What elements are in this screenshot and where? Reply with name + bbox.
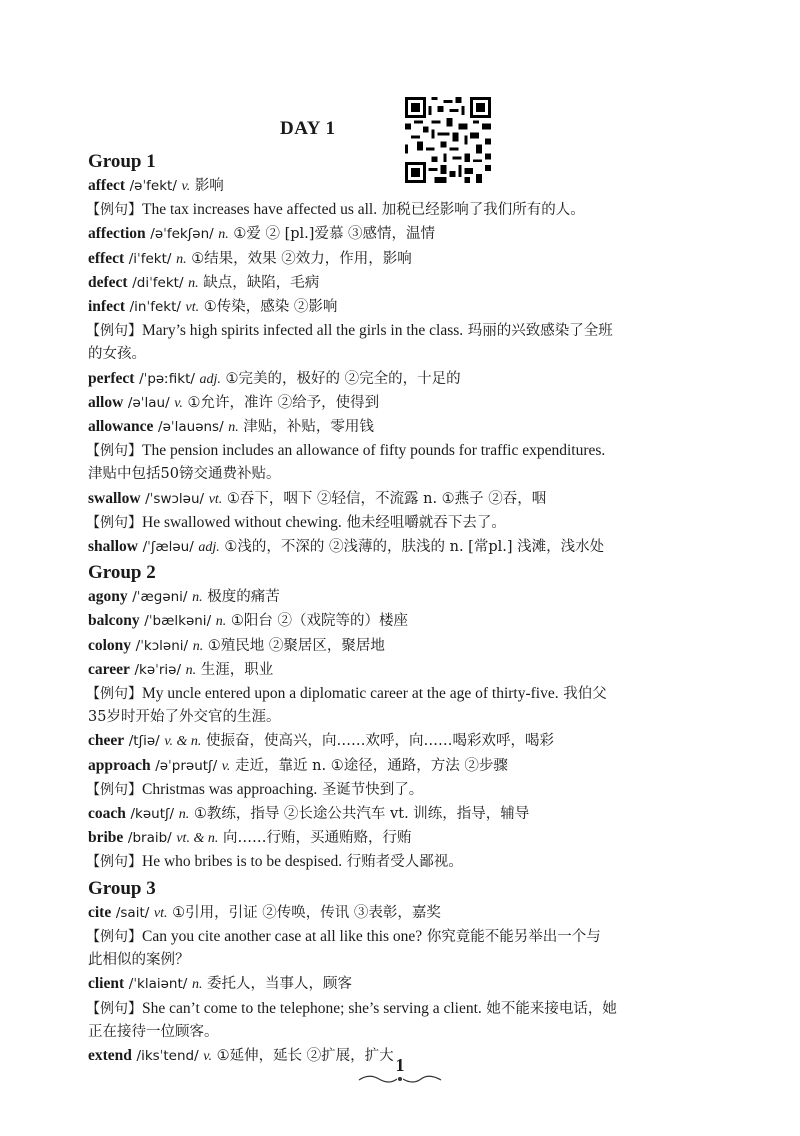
part-of-speech: v. bbox=[221, 758, 231, 774]
phonetic: /kəˈriə/ bbox=[134, 661, 182, 678]
continuation-text: 正在接待一位顾客。 bbox=[88, 1023, 219, 1040]
headword: approach bbox=[88, 756, 151, 774]
headword: shallow bbox=[88, 538, 138, 556]
example-chinese: 加税已经影响了我们所有的人。 bbox=[381, 202, 585, 219]
headword: effect bbox=[88, 249, 125, 267]
example-tag: 【例句】 bbox=[86, 202, 142, 219]
part-of-speech: n. bbox=[218, 227, 229, 243]
word-entry bbox=[88, 609, 712, 633]
continuation-line bbox=[88, 706, 712, 729]
headword: perfect bbox=[88, 369, 135, 387]
page-ornament-icon bbox=[357, 1071, 443, 1085]
example-english: He swallowed without chewing. bbox=[142, 513, 342, 531]
part-of-speech: n. bbox=[192, 638, 204, 654]
headword: infect bbox=[88, 298, 126, 316]
example-chinese: 她不能来接电话，她 bbox=[486, 1000, 617, 1017]
example-sentence bbox=[86, 319, 712, 343]
phonetic: /diˈfekt/ bbox=[132, 274, 184, 291]
definition: 走近，靠近 n. ①途径，通路，方法 ②步骤 bbox=[235, 757, 508, 774]
part-of-speech: vt. bbox=[185, 300, 200, 316]
definition: ①教练，指导 ②长途公共汽车 vt. 训练，指导，辅导 bbox=[193, 806, 530, 823]
example-sentence bbox=[86, 511, 712, 535]
part-of-speech: adj. bbox=[198, 540, 220, 556]
continuation-text: 35岁时开始了外交官的生涯。 bbox=[88, 709, 281, 726]
phonetic: /əˈfekʃən/ bbox=[150, 226, 214, 243]
headword: allowance bbox=[88, 418, 154, 436]
example-sentence bbox=[86, 198, 712, 222]
headword: affect bbox=[88, 177, 125, 194]
part-of-speech: n. bbox=[176, 251, 187, 267]
word-entry bbox=[88, 487, 712, 511]
part-of-speech: n. bbox=[185, 662, 197, 678]
word-entry bbox=[88, 826, 712, 850]
definition: ①引用，引证 ②传唤，传讯 ③表彰，嘉奖 bbox=[172, 904, 441, 921]
word-entry bbox=[88, 271, 712, 295]
definition: 影响 bbox=[194, 178, 224, 194]
definition: 委托人，当事人，顾客 bbox=[207, 976, 353, 993]
word-entry bbox=[88, 658, 712, 682]
headword: career bbox=[88, 660, 130, 678]
example-tag: 【例句】 bbox=[86, 854, 142, 871]
headword: swallow bbox=[88, 489, 141, 507]
word-entry bbox=[88, 174, 712, 198]
phonetic: /ˈswɔləu/ bbox=[145, 490, 205, 507]
phonetic: /əˈprəutʃ/ bbox=[155, 757, 218, 774]
example-english: He who bribes is to be despised. bbox=[142, 853, 343, 871]
phonetic: /əˈlauəns/ bbox=[158, 419, 224, 436]
day-title: DAY 1 bbox=[280, 118, 336, 139]
phonetic: /tʃiə/ bbox=[128, 733, 160, 750]
phonetic: /əˈfekt/ bbox=[129, 178, 177, 194]
definition: ①阳台 ②（戏院等的）楼座 bbox=[230, 613, 408, 630]
group-heading: Group 2 bbox=[88, 562, 156, 584]
example-english: The tax increases have affected us all. bbox=[142, 201, 378, 219]
word-entry bbox=[88, 391, 712, 415]
headword: extend bbox=[88, 1046, 132, 1064]
definition: ①浅的，不深的 ②浅薄的，肤浅的 n. [常pl.] 浅滩，浅水处 bbox=[224, 539, 605, 556]
word-entry bbox=[88, 415, 712, 439]
example-english: She can’t come to the telephone; she’s serving a client. bbox=[142, 999, 482, 1017]
headword: agony bbox=[88, 588, 128, 606]
headword: affection bbox=[88, 225, 146, 243]
part-of-speech: vt. bbox=[208, 491, 223, 507]
headword: allow bbox=[88, 393, 124, 411]
headword: cite bbox=[88, 903, 112, 921]
definition: 生涯，职业 bbox=[200, 661, 274, 678]
example-english: Mary’s high spirits infected all the girls in the class. bbox=[142, 322, 464, 340]
word-entry bbox=[88, 247, 712, 271]
headword: bribe bbox=[88, 829, 124, 847]
phonetic: /əˈlau/ bbox=[127, 394, 170, 411]
part-of-speech: n. bbox=[178, 807, 190, 823]
definition: ①允许，准许 ②给予，使得到 bbox=[187, 394, 380, 411]
group-heading: Group 1 bbox=[88, 151, 156, 172]
word-entry bbox=[88, 585, 712, 609]
part-of-speech: n. bbox=[215, 614, 227, 630]
definition: 缺点，缺陷，毛病 bbox=[203, 274, 320, 291]
part-of-speech: n. bbox=[192, 590, 203, 606]
example-sentence bbox=[86, 850, 712, 874]
definition: ①延伸，延长 ②扩展，扩大 bbox=[216, 1047, 394, 1064]
example-tag: 【例句】 bbox=[86, 323, 142, 340]
headword: client bbox=[88, 975, 125, 993]
example-sentence bbox=[86, 682, 712, 706]
example-chinese: 我伯父 bbox=[563, 686, 607, 703]
part-of-speech: v. & n. bbox=[164, 734, 202, 750]
phonetic: /ˈʃæləu/ bbox=[142, 539, 194, 556]
continuation-line bbox=[88, 949, 712, 972]
word-entry bbox=[88, 295, 712, 319]
example-sentence bbox=[86, 997, 712, 1021]
phonetic: /iˈfekt/ bbox=[128, 250, 172, 267]
example-english: The pension includes an allowance of fifty pounds for traffic expenditures. bbox=[142, 442, 606, 460]
continuation-line bbox=[88, 1021, 712, 1044]
vocabulary-list bbox=[88, 148, 712, 1068]
example-chinese: 你究竟能不能另举出一个与 bbox=[426, 928, 601, 945]
part-of-speech: n. bbox=[191, 977, 203, 993]
headword: defect bbox=[88, 273, 128, 291]
part-of-speech: adj. bbox=[199, 371, 221, 387]
part-of-speech: v. bbox=[174, 395, 183, 411]
example-sentence bbox=[86, 778, 712, 802]
example-sentence bbox=[86, 439, 712, 463]
example-tag: 【例句】 bbox=[86, 1000, 142, 1017]
continuation-text: 的女孩。 bbox=[88, 346, 146, 363]
example-english: My uncle entered upon a diplomatic career at the age of thirty-five. bbox=[142, 685, 559, 703]
example-english: Can you cite another case at all like this one? bbox=[142, 927, 423, 945]
group-heading: Group 3 bbox=[88, 877, 156, 899]
word-entry bbox=[88, 754, 712, 778]
definition: ①殖民地 ②聚居区，聚居地 bbox=[207, 637, 385, 654]
phonetic: /inˈfekt/ bbox=[129, 299, 181, 316]
continuation-line bbox=[88, 343, 712, 366]
part-of-speech: vt. & n. bbox=[176, 831, 219, 847]
example-chinese: 玛丽的兴致感染了全班 bbox=[467, 323, 613, 340]
part-of-speech: n. bbox=[188, 275, 199, 291]
phonetic: /sait/ bbox=[115, 904, 150, 921]
example-tag: 【例句】 bbox=[86, 781, 142, 798]
phonetic: /kəutʃ/ bbox=[130, 806, 175, 823]
headword: cheer bbox=[88, 732, 125, 750]
part-of-speech: vt. bbox=[153, 905, 168, 921]
definition: ①爱 ② [pl.]爱慕 ③感情，温情 bbox=[233, 226, 436, 243]
example-tag: 【例句】 bbox=[86, 928, 142, 945]
phonetic: /ˈkɔləni/ bbox=[135, 637, 189, 654]
word-entry bbox=[88, 901, 712, 925]
word-entry bbox=[88, 729, 712, 753]
word-entry bbox=[88, 634, 712, 658]
example-tag: 【例句】 bbox=[86, 686, 142, 703]
phonetic: /braib/ bbox=[127, 830, 172, 847]
definition: 向……行贿，买通贿赂，行贿 bbox=[222, 830, 412, 847]
part-of-speech: v. bbox=[203, 1048, 212, 1064]
phonetic: /ˈæɡəni/ bbox=[132, 589, 188, 606]
part-of-speech: v. bbox=[181, 179, 191, 194]
definition: ①结果，效果 ②效力，作用，影响 bbox=[191, 250, 412, 267]
word-entry bbox=[88, 802, 712, 826]
example-chinese: 圣诞节快到了。 bbox=[321, 781, 424, 798]
example-sentence bbox=[86, 925, 712, 949]
word-entry bbox=[88, 535, 712, 559]
continuation-text: 津贴中包括50镑交通费补贴。 bbox=[88, 466, 281, 483]
definition: 极度的痛苦 bbox=[207, 589, 280, 606]
definition: ①吞下，咽下 ②轻信，不流露 n. ①燕子 ②吞，咽 bbox=[226, 490, 547, 507]
continuation-line bbox=[88, 463, 712, 486]
example-tag: 【例句】 bbox=[86, 514, 142, 531]
example-english: Christmas was approaching. bbox=[142, 780, 318, 798]
phonetic: /iksˈtend/ bbox=[136, 1047, 199, 1064]
definition: ①完美的，极好的 ②完全的，十足的 bbox=[225, 370, 461, 387]
phonetic: /ˈpəːfikt/ bbox=[139, 370, 195, 387]
word-entry bbox=[88, 222, 712, 246]
word-entry bbox=[88, 972, 712, 996]
word-entry bbox=[88, 367, 712, 391]
continuation-text: 此相似的案例？ bbox=[88, 952, 190, 969]
phonetic: /ˈklaiənt/ bbox=[128, 976, 188, 993]
example-chinese: 他未经咀嚼就吞下去了。 bbox=[346, 514, 506, 531]
definition: 津贴，补贴，零用钱 bbox=[243, 419, 374, 436]
headword: colony bbox=[88, 636, 132, 654]
headword: balcony bbox=[88, 612, 140, 630]
example-tag: 【例句】 bbox=[86, 443, 142, 460]
definition: 使振奋，使高兴，向……欢呼，向……喝彩欢呼，喝彩 bbox=[206, 733, 555, 750]
phonetic: /ˈbælkəni/ bbox=[144, 613, 212, 630]
example-chinese: 行贿者受人鄙视。 bbox=[346, 854, 463, 871]
page-number: 1 bbox=[395, 1055, 405, 1075]
part-of-speech: n. bbox=[228, 420, 239, 436]
definition: ①传染，感染 ②影响 bbox=[203, 299, 338, 316]
headword: coach bbox=[88, 805, 126, 823]
